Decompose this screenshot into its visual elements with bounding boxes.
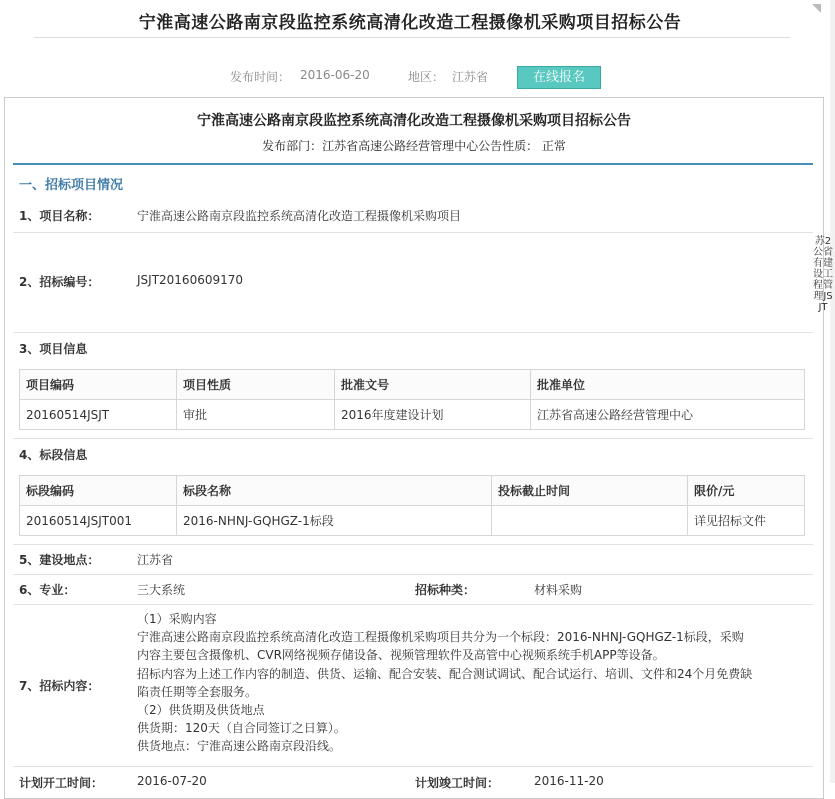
bid-type-label: 招标种类： <box>415 583 476 597</box>
plan-end-label: 计划竣工时间： <box>415 776 500 790</box>
scrollbar[interactable] <box>830 0 835 783</box>
table-cell: 2016-NHNJ-GQHGZ-1标段 <box>177 506 492 536</box>
table-cell <box>492 506 688 536</box>
project-info-label: 3、项目信息 <box>19 342 88 356</box>
project-info-table <box>19 369 805 430</box>
table-header-cell: 项目编码 <box>20 370 177 400</box>
meta-row <box>0 68 835 88</box>
table-header-row <box>20 370 805 400</box>
table-header-cell: 批准文号 <box>335 370 531 400</box>
content-line: 招标内容为上述工作内容的制造、供货、运输、配合安装、配合测试调试、配合试运行、培训、文件和24个月免费缺 <box>137 666 753 681</box>
region-label: 地区： <box>408 70 445 84</box>
plan-end-value: 2016-11-20 <box>534 774 604 788</box>
side-watermark-strip: 苏2公省有建设工程管理JSJT <box>813 236 833 313</box>
bid-number-value: JSJT20160609170 <box>137 273 244 287</box>
table-header-cell: 投标截止时间 <box>492 476 688 506</box>
plan-start-value: 2016-07-20 <box>137 774 207 788</box>
project-name-value: 宁淮高速公路南京段监控系统高清化改造工程摄像机采购项目 <box>137 209 462 223</box>
table-cell: 20160514JSJT <box>20 400 177 430</box>
notice-dept-line: 发布部门：江苏省高速公路经营管理中心公告性质： 正常 <box>262 139 566 153</box>
bid-type-value: 材料采购 <box>534 583 583 597</box>
bid-number-label: 2、招标编号： <box>19 275 100 289</box>
table-cell: 20160514JSJT001 <box>20 506 177 536</box>
bid-content-text <box>137 610 807 756</box>
table-cell: 2016年度建设计划 <box>335 400 531 430</box>
content-line: 供货地点：宁淮高速公路南京段沿线。 <box>137 739 342 754</box>
specialty-value: 三大系统 <box>137 583 186 597</box>
content-line: 内容主要包含摄像机、CVR网络视频存储设备、视频管理软件及高管中心视频系统手机APP等设备。 <box>137 648 665 663</box>
publish-time: 2016-06-20 <box>300 68 370 82</box>
row-bid-number <box>13 232 813 333</box>
project-name-label: 1、项目名称： <box>19 209 100 223</box>
corner-arrow-icon <box>812 4 821 13</box>
table-cell: 审批 <box>177 400 335 430</box>
table-header-cell: 批准单位 <box>531 370 805 400</box>
row-project-name <box>13 198 813 233</box>
row-specialty <box>13 574 813 605</box>
plan-start-label: 计划开工时间： <box>19 776 104 790</box>
location-label: 5、建设地点： <box>19 553 100 567</box>
content-line: 陷责任期等全套服务。 <box>137 684 258 699</box>
title-divider <box>34 37 790 38</box>
row-location <box>13 544 813 575</box>
section-info-label: 4、标段信息 <box>19 448 88 462</box>
table-cell: 江苏省高速公路经营管理中心 <box>531 400 805 430</box>
page-title: 宁淮高速公路南京段监控系统高清化改造工程摄像机采购项目招标公告 <box>138 13 682 33</box>
notice-panel <box>4 97 824 799</box>
section-info-table <box>19 475 805 536</box>
table-row <box>20 400 805 430</box>
section-divider <box>13 163 813 165</box>
section-heading: 一、招标项目情况 <box>19 178 124 193</box>
online-register-button[interactable]: 在线报名 <box>517 66 601 89</box>
table-row <box>20 506 805 536</box>
content-line: （2）供货期及供货地点 <box>137 703 265 718</box>
table-header-cell: 标段编码 <box>20 476 177 506</box>
content-line: 宁淮高速公路南京段监控系统高清化改造工程摄像机采购项目共分为一个标段：2016-NHNJ-GQHGZ-1标段，采购 <box>137 630 744 645</box>
content-line: 供货期：120天（自合同签订之日算）。 <box>137 721 346 736</box>
specialty-label: 6、专业： <box>19 583 76 597</box>
region-value: 江苏省 <box>452 70 489 84</box>
table-header-cell: 标段名称 <box>177 476 492 506</box>
row-plan-times <box>13 766 813 796</box>
table-header-row <box>20 476 805 506</box>
bid-content-label: 7、招标内容： <box>19 679 100 693</box>
table-header-cell: 项目性质 <box>177 370 335 400</box>
content-line: （1）采购内容 <box>137 612 217 626</box>
location-value: 江苏省 <box>137 553 174 567</box>
notice-title: 宁淮高速公路南京段监控系统高清化改造工程摄像机采购项目招标公告 <box>197 113 631 129</box>
table-header-cell: 限价/元 <box>688 476 805 506</box>
table-cell: 详见招标文件 <box>688 506 805 536</box>
publish-time-label: 发布时间： <box>230 70 291 84</box>
